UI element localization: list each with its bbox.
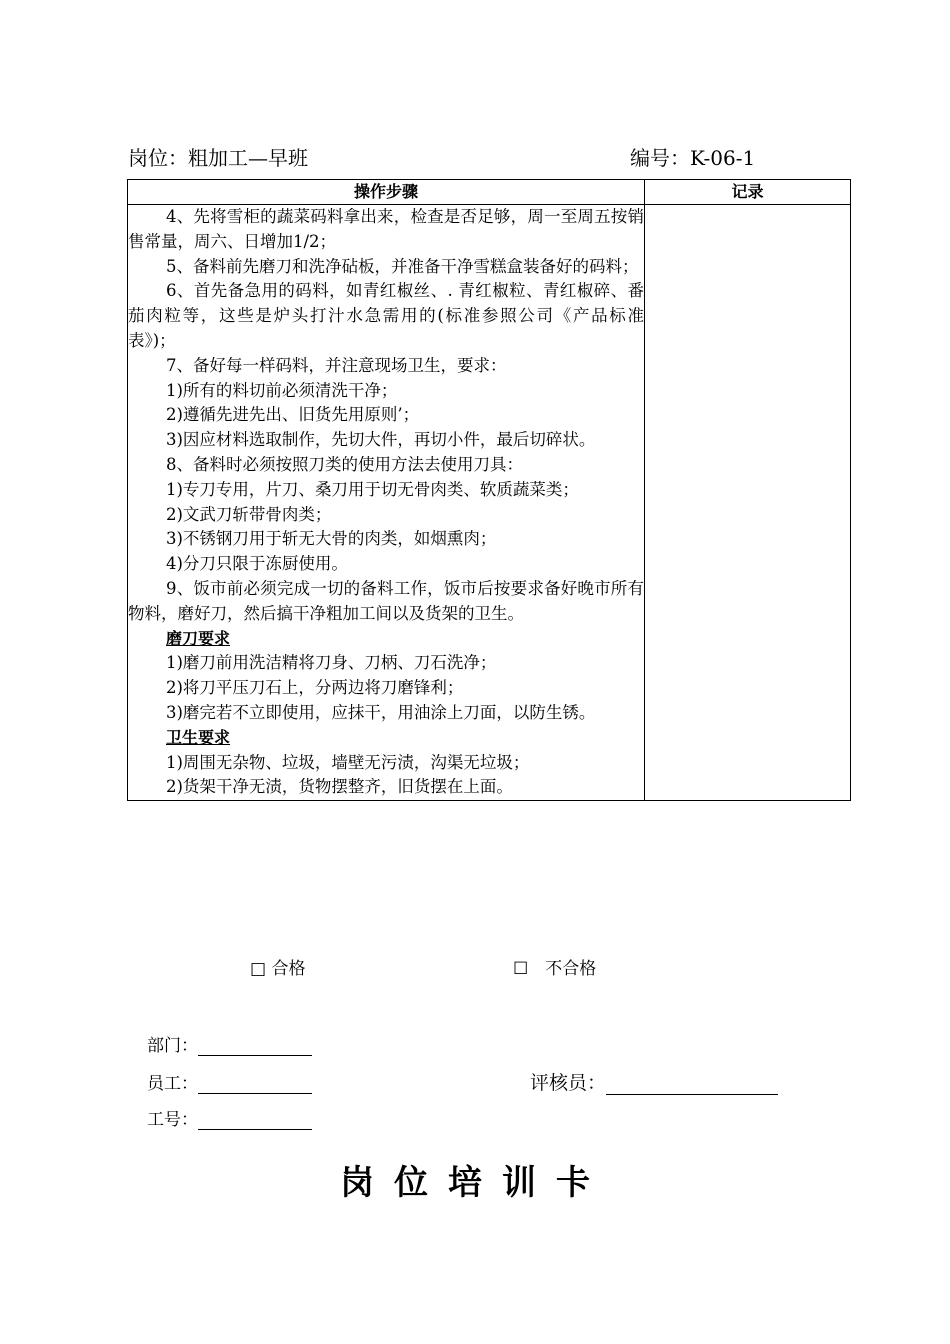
fail-checkbox-label[interactable]: ☐ 不合格: [513, 959, 597, 979]
department-field: [147, 1031, 312, 1056]
step-line: 2)文武刀斩带骨肉类；: [166, 504, 332, 524]
record-column-header: 记录: [645, 180, 851, 205]
step-line: 2)遵循先进先出、旧货先用原则’；: [166, 405, 420, 425]
step-line: 1)磨刀前用洗洁精将刀身、刀柄、刀石洗净；: [166, 653, 497, 673]
step-line: 3)因应材料选取制作，先切大件，再切小件，最后切碎状。: [166, 430, 596, 450]
employee-label: 员工：: [147, 1074, 198, 1094]
record-cell: [645, 205, 851, 801]
assessor-field: [530, 1068, 778, 1095]
step-line: 1)专刀专用，片刀、桑刀用于切无骨肉类、软质蔬菜类；: [166, 479, 579, 499]
code-label: 编号：K-06-1: [630, 146, 756, 170]
step-line: 4、先将雪柜的蔬菜码料拿出来，检查是否足够，周一至周五按销售常量，周六、日增加1/2；: [128, 207, 644, 251]
step-line: 4)分刀只限于冻厨使用。: [166, 554, 348, 574]
card-title: 岗位培训卡: [340, 1163, 610, 1203]
employee-no-label: 工号：: [147, 1110, 198, 1130]
step-line: 5、备料前先磨刀和洗净砧板，并准备干净雪糕盒装备好的码料；: [166, 256, 639, 276]
section-heading: 磨刀要求: [166, 628, 231, 648]
employee-blank[interactable]: [198, 1075, 312, 1094]
table-body-row: [128, 205, 851, 801]
step-line: 2)将刀平压刀石上，分两边将刀磨锋利；: [166, 678, 464, 698]
step-line: 8、备料时必须按照刀类的使用方法去使用刀具：: [166, 454, 523, 474]
steps-column-header: 操作步骤: [128, 180, 645, 205]
table-header-row: [128, 180, 851, 205]
step-line: 1)周围无杂物、垃圾，墙壁无污渍，沟渠无垃圾；: [166, 752, 530, 772]
step-line: 9、饭市前必须完成一切的备料工作，饭市后按要求备好晚市所有物料，磨好刀，然后搞干净粗加工间以及货架的卫生。: [128, 578, 644, 623]
employee-no-blank[interactable]: [198, 1111, 312, 1130]
employee-no-field: [147, 1105, 312, 1130]
assessor-label: 评核员：: [530, 1072, 607, 1094]
step-line: 1)所有的料切前必须清洗干净；: [166, 380, 398, 400]
steps-cell: [128, 205, 645, 801]
assessor-blank[interactable]: [606, 1076, 778, 1095]
step-line: 3)不锈钢刀用于斩无大骨的肉类，如烟熏肉；: [166, 529, 497, 549]
training-table: [127, 179, 851, 801]
pass-checkbox-label[interactable]: □ 合格: [250, 959, 306, 979]
section-heading: 卫生要求: [166, 727, 231, 747]
department-blank[interactable]: [198, 1037, 312, 1056]
department-label: 部门：: [147, 1036, 198, 1056]
step-line: 3)磨完若不立即使用，应抹干，用油涂上刀面，以防生锈。: [166, 702, 596, 722]
position-label: 岗位：粗加工—早班: [128, 146, 308, 170]
step-line: 2)货架干净无渍，货物摆整齐，旧货摆在上面。: [166, 777, 513, 797]
step-line: 7、备好每一样码料，并注意现场卫生，要求：: [166, 355, 507, 375]
employee-field: [147, 1069, 312, 1094]
step-line: 6、首先备急用的码料，如青红椒丝、. 青红椒粒、青红椒碎、番茄肉粒等，这些是炉头打汁水急需用的(标准参照公司《产品标准表》)；: [128, 281, 644, 350]
